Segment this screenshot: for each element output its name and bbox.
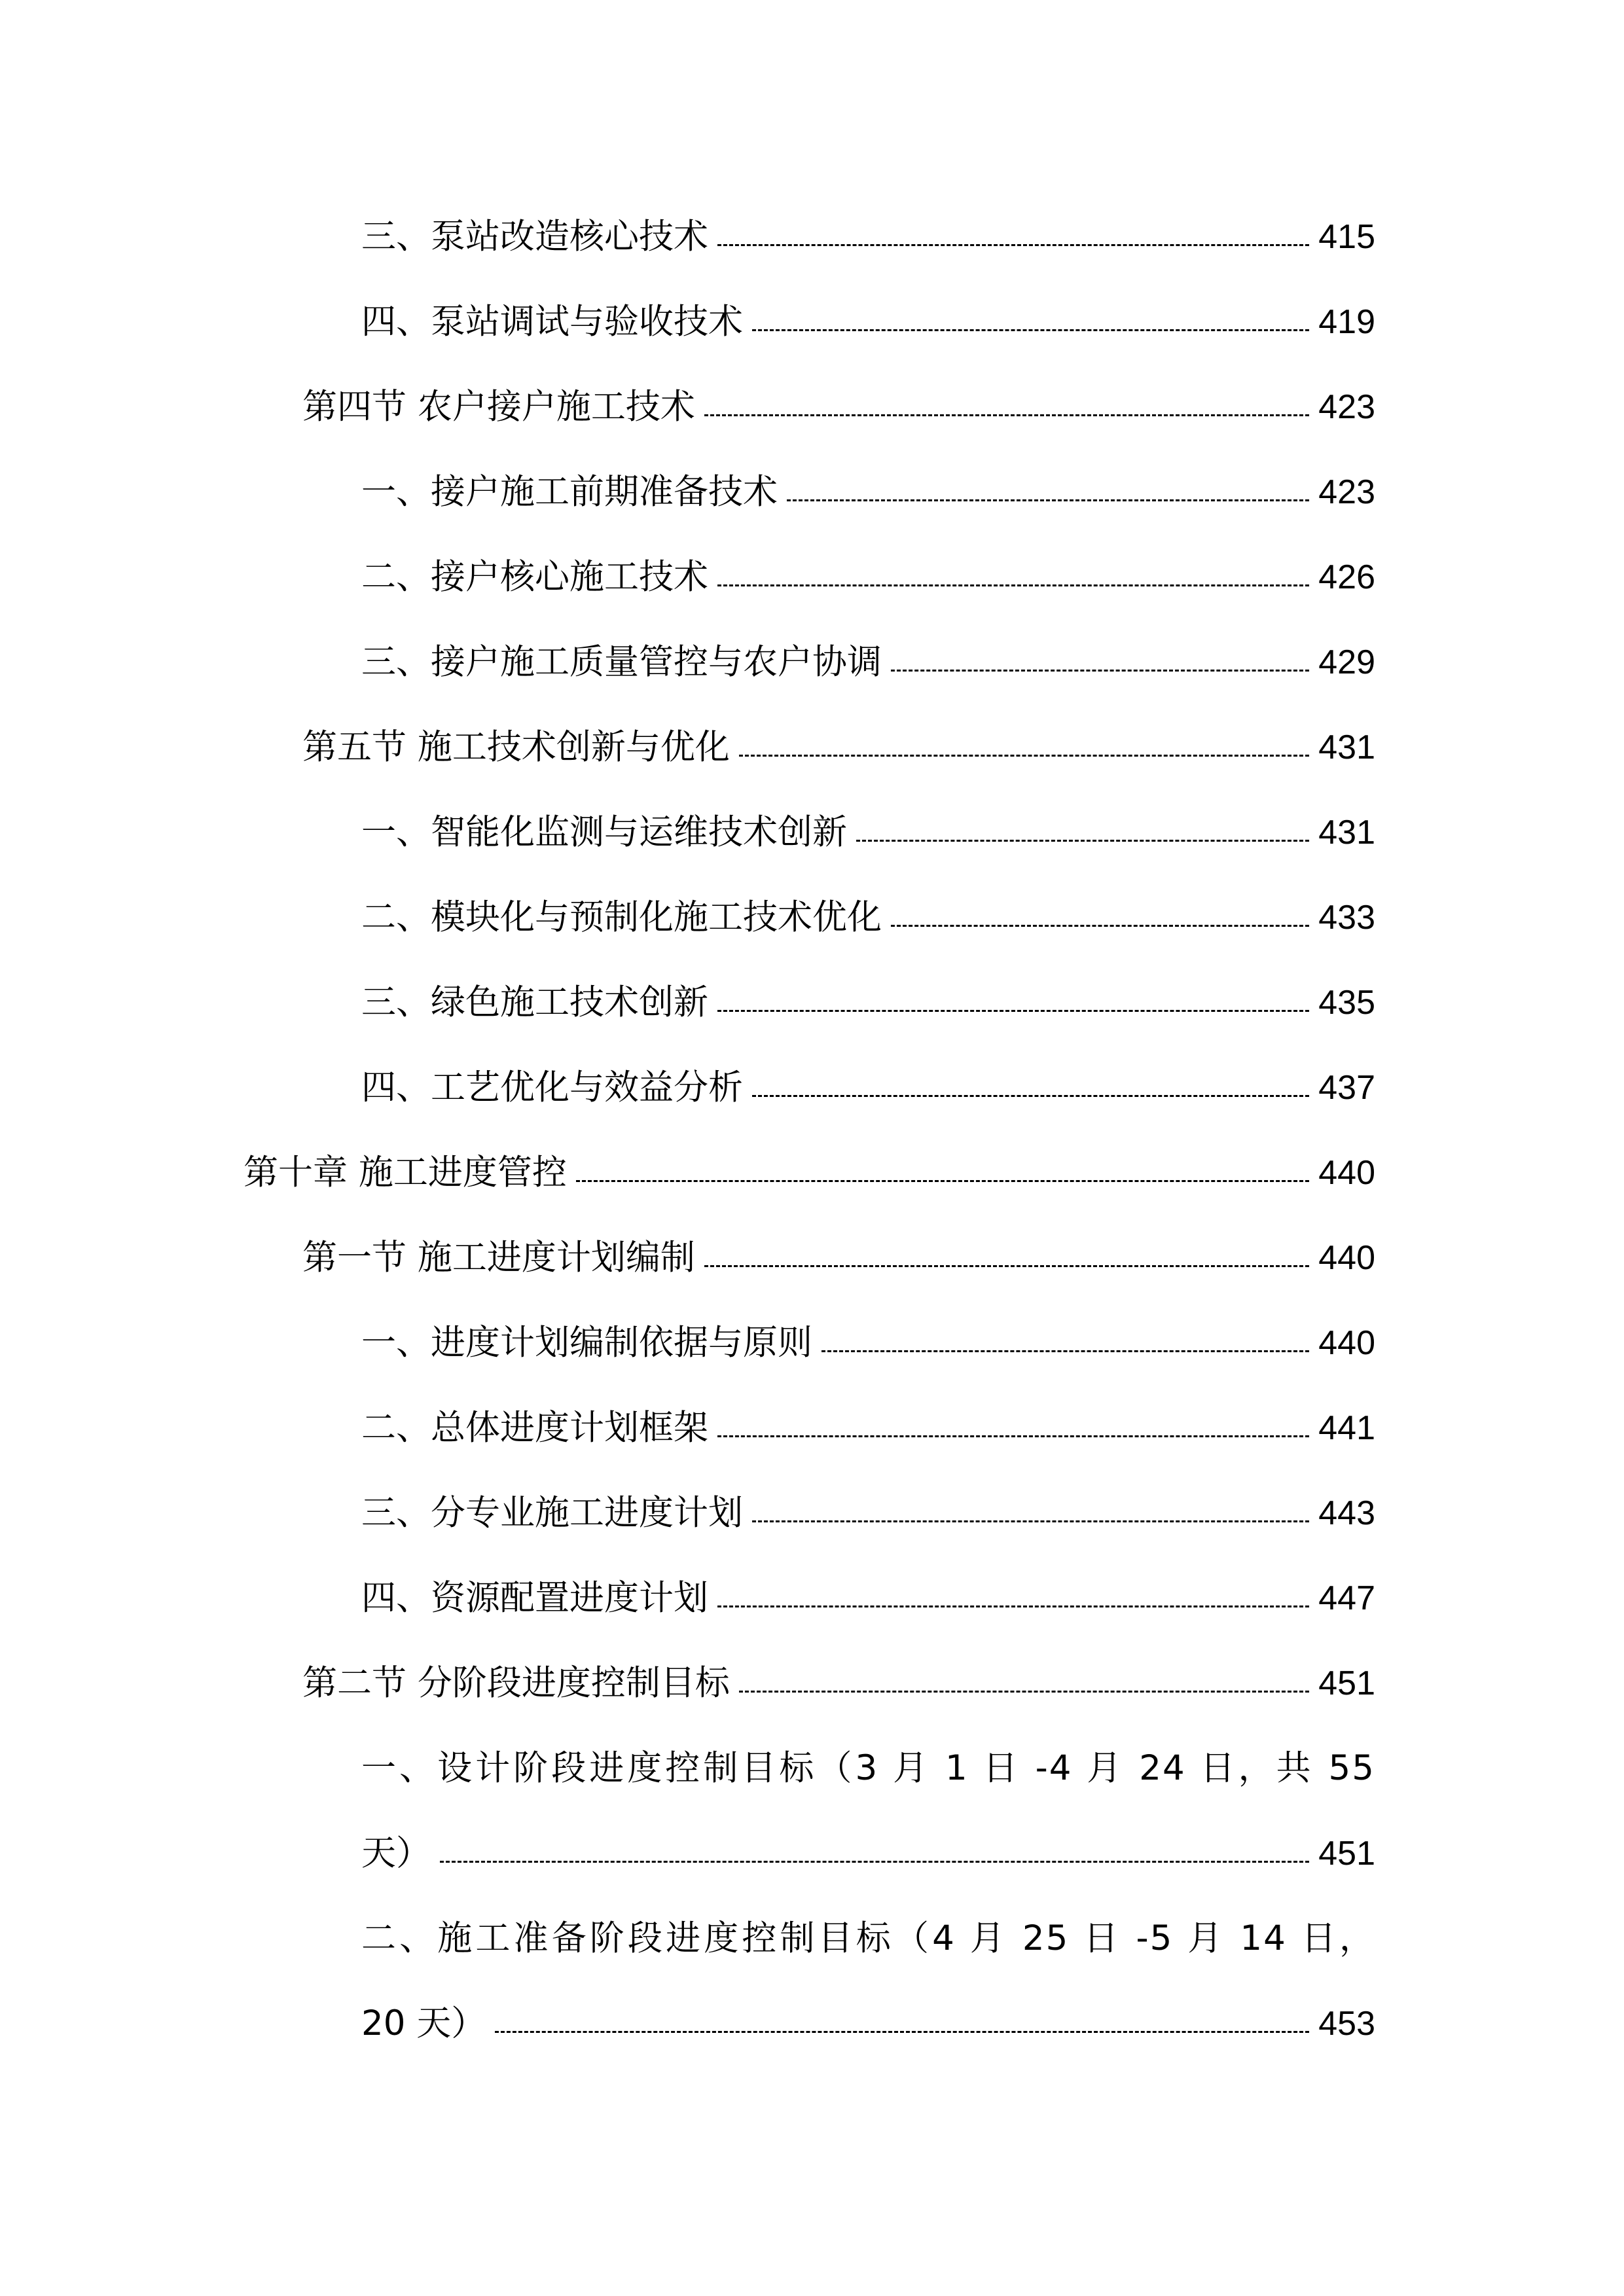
toc-dot-leader — [717, 1435, 1309, 1437]
toc-entry-title: 四、资源配置进度计划 — [361, 1578, 708, 1618]
toc-entry-title: 第四节 农户接户施工技术 — [302, 387, 695, 427]
toc-dot-leader — [495, 2031, 1309, 2033]
toc-entry[interactable] — [361, 806, 1375, 859]
toc-page-number: 431 — [1318, 814, 1375, 852]
toc-entry[interactable] — [361, 1487, 1375, 1539]
toc-page-number: 415 — [1318, 218, 1375, 256]
toc-dot-leader — [752, 329, 1309, 331]
toc-entry[interactable] — [361, 891, 1375, 944]
toc-page-number: 426 — [1318, 558, 1375, 596]
toc-page-number: 423 — [1318, 388, 1375, 426]
toc-entry[interactable] — [361, 1402, 1375, 1454]
toc-dot-leader — [821, 1350, 1309, 1352]
toc-dot-leader — [752, 1095, 1309, 1097]
toc-page-number: 435 — [1318, 984, 1375, 1022]
toc-page-number: 443 — [1318, 1494, 1375, 1532]
toc-entry-title: 20 天） — [361, 2003, 486, 2043]
toc-dot-leader — [717, 1010, 1309, 1012]
toc-entry-title: 一、智能化监测与运维技术创新 — [361, 812, 847, 852]
toc-entry-title: 四、泵站调试与验收技术 — [361, 302, 743, 342]
toc-entry-wrapped-line[interactable]: 一、设计阶段进度控制目标（3 月 1 日 -4 月 24 日，共 55 — [361, 1748, 1375, 1788]
toc-dot-leader — [717, 1605, 1309, 1607]
toc-dot-leader — [440, 1861, 1309, 1863]
toc-dot-leader — [856, 840, 1309, 842]
toc-page-number: 451 — [1318, 1664, 1375, 1702]
toc-page-number: 440 — [1318, 1154, 1375, 1192]
toc-entry[interactable] — [361, 211, 1375, 263]
toc-entry-title: 三、接户施工质量管控与农户协调 — [361, 642, 882, 682]
toc-dot-leader — [891, 670, 1309, 672]
toc-entry-title: 一、进度计划编制依据与原则 — [361, 1323, 812, 1363]
toc-dot-leader — [739, 755, 1309, 757]
toc-entry-title: 四、工艺优化与效益分析 — [361, 1067, 743, 1107]
toc-dot-leader — [717, 244, 1309, 246]
toc-entry-title: 二、总体进度计划框架 — [361, 1408, 708, 1448]
toc-dot-leader — [576, 1180, 1309, 1182]
toc-entry[interactable] — [361, 1998, 1375, 2050]
toc-entry-title: 二、接户核心施工技术 — [361, 557, 708, 597]
toc-dot-leader — [891, 925, 1309, 927]
toc-entry[interactable] — [361, 1062, 1375, 1114]
toc-entry-title: 第五节 施工技术创新与优化 — [302, 727, 730, 767]
toc-entry[interactable] — [361, 551, 1375, 603]
toc-dot-leader — [739, 1691, 1309, 1693]
toc-page-number: 441 — [1318, 1409, 1375, 1447]
toc-page-number: 437 — [1318, 1069, 1375, 1107]
toc-page-number: 431 — [1318, 728, 1375, 766]
toc-page-number: 440 — [1318, 1239, 1375, 1277]
toc-entry-title: 天） — [361, 1833, 431, 1873]
toc-page-number: 440 — [1318, 1324, 1375, 1362]
toc-dot-leader — [704, 414, 1309, 416]
toc-entry-title: 第一节 施工进度计划编制 — [302, 1238, 695, 1278]
toc-entry[interactable] — [302, 1232, 1375, 1284]
toc-entry[interactable] — [361, 636, 1375, 689]
toc-dot-leader — [787, 499, 1309, 501]
toc-dot-leader — [704, 1265, 1309, 1267]
toc-page-number: 447 — [1318, 1579, 1375, 1617]
toc-entry-title: 三、分专业施工进度计划 — [361, 1493, 743, 1533]
toc-dot-leader — [717, 584, 1309, 586]
toc-entry[interactable] — [361, 1317, 1375, 1369]
toc-entry[interactable] — [361, 296, 1375, 348]
toc-entry-wrapped-line[interactable]: 二、施工准备阶段进度控制目标（4 月 25 日 -5 月 14 日， — [361, 1918, 1375, 1958]
toc-entry-title: 三、泵站改造核心技术 — [361, 217, 708, 257]
toc-page-number: 423 — [1318, 473, 1375, 511]
toc-entry[interactable] — [361, 977, 1375, 1029]
toc-entry[interactable] — [302, 1657, 1375, 1710]
toc-entry[interactable] — [244, 1147, 1375, 1199]
toc-page-number: 429 — [1318, 643, 1375, 681]
toc-entry[interactable] — [361, 1572, 1375, 1624]
toc-entry[interactable] — [302, 381, 1375, 433]
toc-entry-title: 三、绿色施工技术创新 — [361, 982, 708, 1022]
toc-entry[interactable] — [361, 466, 1375, 518]
toc-entry-title: 一、接户施工前期准备技术 — [361, 472, 778, 512]
toc-entry[interactable] — [302, 721, 1375, 774]
toc-page-number: 433 — [1318, 899, 1375, 937]
toc-entry-title: 二、模块化与预制化施工技术优化 — [361, 897, 882, 937]
toc-page-number: 453 — [1318, 2005, 1375, 2043]
toc-entry-title: 第二节 分阶段进度控制目标 — [302, 1663, 730, 1703]
toc-entry-title: 第十章 施工进度管控 — [244, 1153, 567, 1193]
toc-entry[interactable] — [361, 1827, 1375, 1880]
toc-dot-leader — [752, 1520, 1309, 1522]
toc-page-number: 419 — [1318, 303, 1375, 341]
toc-page-number: 451 — [1318, 1835, 1375, 1873]
